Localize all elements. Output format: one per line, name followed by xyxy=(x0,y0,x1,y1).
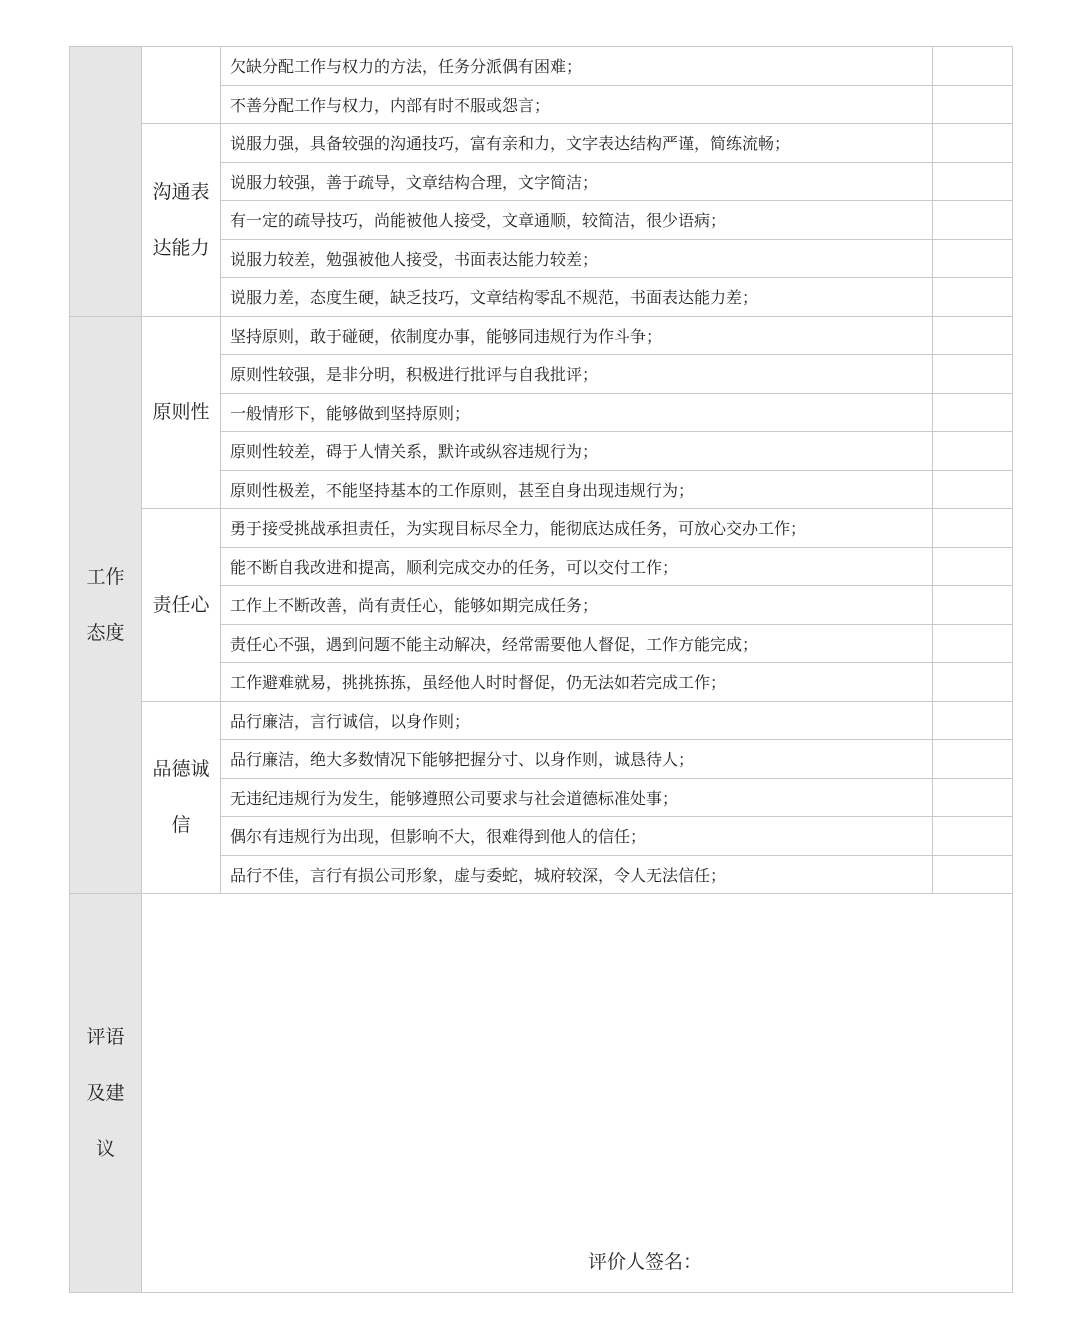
subcategory-cell-top xyxy=(142,47,221,124)
category-label: 态度 xyxy=(86,621,125,644)
score-cell[interactable] xyxy=(933,509,1013,548)
criterion-row: 说服力强，具备较强的沟通技巧，富有亲和力，文字表达结构严谨，简练流畅； xyxy=(221,124,933,163)
criterion-row: 有一定的疏导技巧，尚能被他人接受，文章通顺，较简洁，很少语病； xyxy=(221,201,933,240)
subcategory-label: 信 xyxy=(171,814,191,837)
criterion-row: 能不断自我改进和提高，顺利完成交办的任务，可以交付工作； xyxy=(221,547,933,586)
criterion-row: 说服力差，态度生硬，缺乏技巧，文章结构零乱不规范，书面表达能力差； xyxy=(221,278,933,317)
category-label: 评语 xyxy=(86,1026,125,1048)
criterion-row: 品行不佳，言行有损公司形象，虚与委蛇，城府较深，令人无法信任； xyxy=(221,855,933,894)
score-cell[interactable] xyxy=(933,201,1013,240)
score-cell[interactable] xyxy=(933,162,1013,201)
score-cell[interactable] xyxy=(933,701,1013,740)
category-comments xyxy=(70,894,142,1293)
subcategory-label: 达能力 xyxy=(152,236,210,259)
criterion-row: 品行廉洁，绝大多数情况下能够把握分寸、以身作则，诚恳待人； xyxy=(221,740,933,779)
category-label: 工作 xyxy=(86,565,125,588)
criterion-row: 责任心不强，遇到问题不能主动解决，经常需要他人督促，工作方能完成； xyxy=(221,624,933,663)
score-cell[interactable] xyxy=(933,663,1013,702)
subcategory-responsibility xyxy=(142,509,221,702)
score-cell[interactable] xyxy=(933,855,1013,894)
score-cell[interactable] xyxy=(933,393,1013,432)
criterion-row: 无违纪违规行为发生，能够遵照公司要求与社会道德标准处事； xyxy=(221,778,933,817)
criterion-row: 不善分配工作与权力，内部有时不服或怨言； xyxy=(221,85,933,124)
criterion-row: 偶尔有违规行为出现，但影响不大，很难得到他人的信任； xyxy=(221,817,933,856)
score-cell[interactable] xyxy=(933,47,1013,86)
criterion-row: 坚持原则，敢于碰硬，依制度办事，能够同违规行为作斗争； xyxy=(221,316,933,355)
criterion-row: 欠缺分配工作与权力的方法，任务分派偶有困难； xyxy=(221,47,933,86)
category-cell-top xyxy=(70,47,142,317)
score-cell[interactable] xyxy=(933,239,1013,278)
evaluation-table xyxy=(69,46,1013,1293)
criterion-row: 原则性较强，是非分明，积极进行批评与自我批评； xyxy=(221,355,933,394)
score-cell[interactable] xyxy=(933,778,1013,817)
criterion-row: 工作避难就易，挑挑拣拣，虽经他人时时督促，仍无法如若完成工作； xyxy=(221,663,933,702)
score-cell[interactable] xyxy=(933,547,1013,586)
score-cell[interactable] xyxy=(933,278,1013,317)
subcategory-communication xyxy=(142,124,221,317)
category-label: 及建 xyxy=(86,1082,125,1104)
criterion-row: 原则性较差，碍于人情关系，默许或纵容违规行为； xyxy=(221,432,933,471)
score-cell[interactable] xyxy=(933,316,1013,355)
signature-label: 评价人签名： xyxy=(588,1251,703,1273)
score-cell[interactable] xyxy=(933,355,1013,394)
subcategory-label: 责任心 xyxy=(152,593,210,616)
criterion-row: 一般情形下，能够做到坚持原则； xyxy=(221,393,933,432)
criterion-row: 品行廉洁，言行诚信，以身作则； xyxy=(221,701,933,740)
score-cell[interactable] xyxy=(933,470,1013,509)
comments-input-area[interactable] xyxy=(142,894,1013,1293)
score-cell[interactable] xyxy=(933,432,1013,471)
subcategory-label: 原则性 xyxy=(152,401,210,424)
subcategory-integrity xyxy=(142,701,221,894)
score-cell[interactable] xyxy=(933,124,1013,163)
score-cell[interactable] xyxy=(933,740,1013,779)
criterion-row: 原则性极差，不能坚持基本的工作原则，甚至自身出现违规行为； xyxy=(221,470,933,509)
score-cell[interactable] xyxy=(933,586,1013,625)
criterion-row: 勇于接受挑战承担责任，为实现目标尽全力，能彻底达成任务，可放心交办工作； xyxy=(221,509,933,548)
score-cell[interactable] xyxy=(933,624,1013,663)
criterion-row: 说服力较差，勉强被他人接受，书面表达能力较差； xyxy=(221,239,933,278)
subcategory-label: 沟通表 xyxy=(152,180,210,203)
category-label: 议 xyxy=(95,1138,115,1160)
score-cell[interactable] xyxy=(933,817,1013,856)
subcategory-principle xyxy=(142,316,221,509)
criterion-row: 说服力较强，善于疏导，文章结构合理，文字简洁； xyxy=(221,162,933,201)
score-cell[interactable] xyxy=(933,85,1013,124)
subcategory-label: 品德诚 xyxy=(152,758,210,781)
criterion-row: 工作上不断改善，尚有责任心，能够如期完成任务； xyxy=(221,586,933,625)
category-work-attitude xyxy=(70,316,142,894)
